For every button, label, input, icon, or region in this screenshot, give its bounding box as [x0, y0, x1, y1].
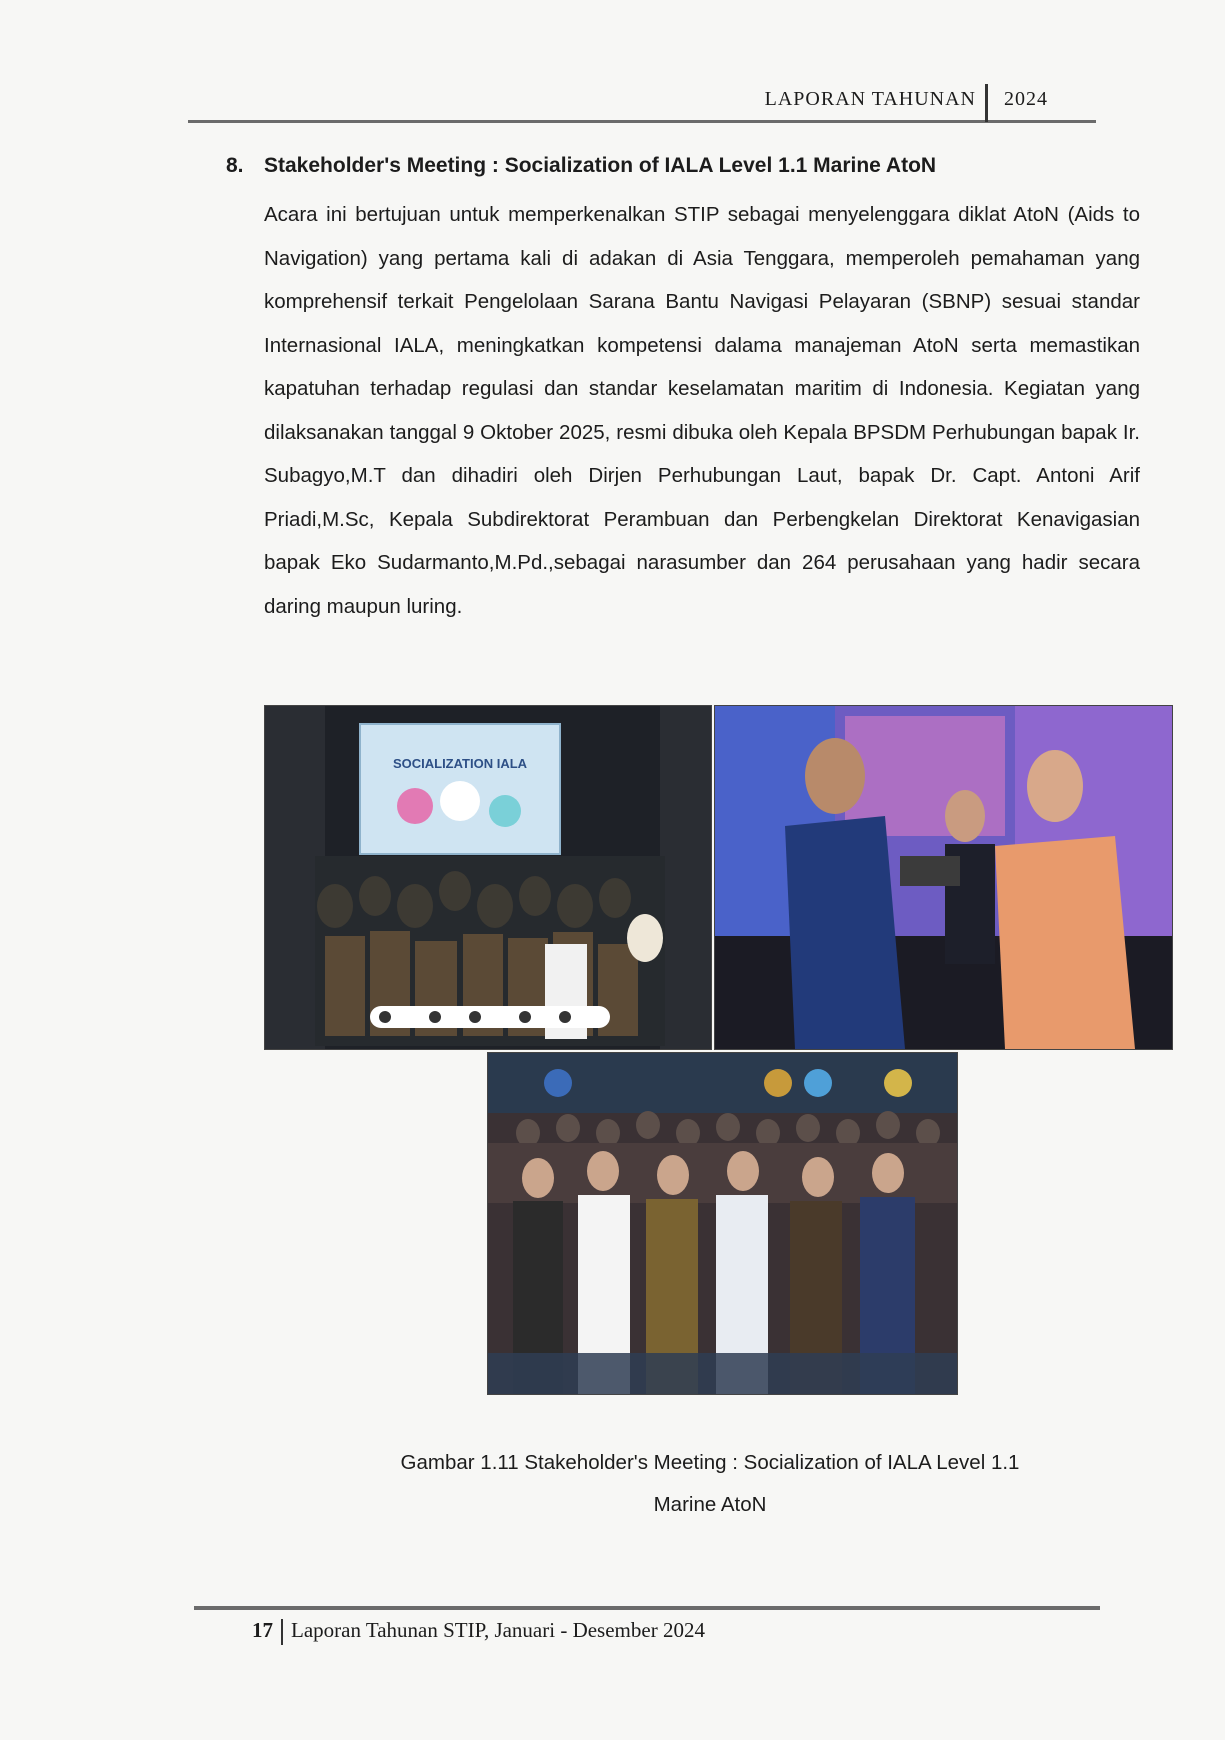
page-number: 17	[252, 1618, 273, 1642]
caption-line-1: Gambar 1.11 Stakeholder's Meeting : Socialization of IALA Level 1.1	[400, 1451, 1020, 1474]
page-header	[188, 80, 1096, 123]
section-body: Acara ini bertujuan untuk memperkenalkan STIP sebagai menyelenggara diklat AtoN (Aids to Navigation) yang pertama kali di adakan di Asia Tenggara, memperoleh pemahaman yang komprehensif terkait Pengelolaan Sarana Bantu Navigasi Pelayaran (SBNP) sesuai standar Internasional IALA, meningkatkan kompetensi dalama manajeman AtoN serta memastikan kapatuhan terhadap regulasi dan standar keselamatan maritim di Indonesia. Kegiatan yang dilaksanakan tanggal 9 Oktober 2025, resmi dibuka oleh Kepala BPSDM Perhubungan bapak Ir. Subagyo,M.T dan dihadiri oleh Dirjen Perhubungan Laut, bapak Dr. Capt. Antoni Arif Priadi,M.Sc, Kepala Subdirektorat Perambuan dan Perbengkelan Direktorat Kenavigasian bapak Eko Sudarmanto,M.Pd.,sebagai narasumber dan 264 perusahaan yang hadir secara daring maupun luring.	[264, 203, 1140, 618]
footer-divider	[281, 1619, 283, 1645]
section-number: 8.	[226, 154, 244, 177]
header-divider	[985, 84, 988, 122]
caption-line-2: Marine AtoN	[653, 1493, 767, 1516]
photo-group-screen	[264, 705, 712, 1050]
section-title: Stakeholder's Meeting : Socialization of IALA Level 1.1 Marine AtoN	[264, 154, 937, 177]
section-heading	[226, 154, 936, 178]
header-year: 2024	[1004, 88, 1048, 110]
header-title: LAPORAN TAHUNAN	[764, 88, 976, 110]
photo-group-ballroom	[487, 1052, 958, 1395]
page-footer	[252, 1618, 705, 1645]
footer-text: Laporan Tahunan STIP, Januari - Desember 2024	[291, 1618, 705, 1642]
screen-text: SOCIALIZATION IALA	[392, 756, 528, 771]
photo-plaque-handover	[714, 705, 1173, 1050]
figure-caption	[300, 1442, 1120, 1526]
footer-rule	[194, 1606, 1100, 1610]
